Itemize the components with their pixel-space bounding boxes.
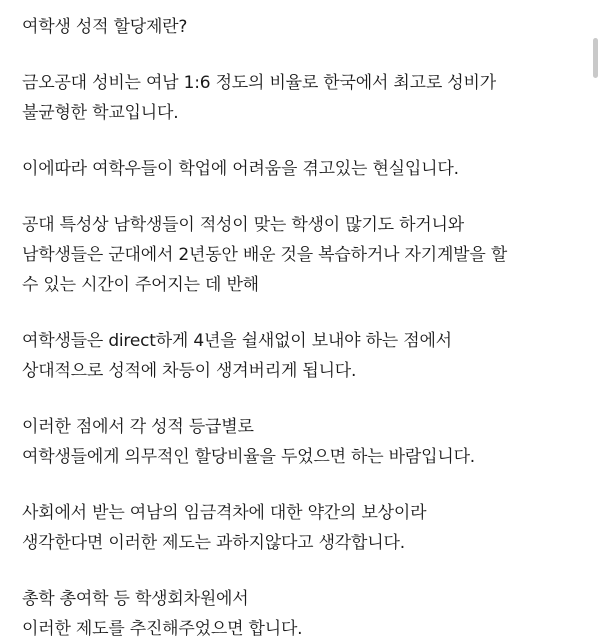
post-title: 여학생 성적 할당제란?: [22, 17, 188, 37]
paragraph-line: 여학생들은 direct하게 4년을 쉴새없이 보내야 하는 점에서: [22, 331, 452, 351]
paragraph-line: 이에따라 여학우들이 학업에 어려움을 겪고있는 현실입니다.: [22, 159, 459, 179]
paragraph-line: 공대 특성상 남학생들이 적성이 맞는 학생이 많기도 하거니와: [22, 215, 464, 235]
post-body: [22, 12, 582, 644]
paragraph-gap: [22, 42, 582, 68]
paragraph-line: 이러한 점에서 각 성적 등급별로: [22, 417, 254, 437]
paragraph-gap: [22, 184, 582, 210]
paragraph-line: 남학생들은 군대에서 2년동안 배운 것을 복습하거나 자기계발을 할: [22, 245, 508, 265]
paragraph-line: 금오공대 성비는 여남 1:6 정도의 비율로 한국에서 최고로 성비가: [22, 73, 496, 93]
paragraph-gap: [22, 300, 582, 326]
paragraph-line: 생각한다면 이러한 제도는 과하지않다고 생각합니다.: [22, 533, 405, 553]
paragraph-gap: [22, 128, 582, 154]
paragraph-line: 수 있는 시간이 주어지는 데 반해: [22, 275, 259, 295]
paragraph-gap: [22, 472, 582, 498]
paragraph-line: 사회에서 받는 여남의 임금격차에 대한 약간의 보상이라: [22, 503, 427, 523]
paragraph-gap: [22, 386, 582, 412]
paragraph-line: 이러한 제도를 추진해주었으면 합니다.: [22, 619, 303, 639]
paragraph-line: 상대적으로 성적에 차등이 생겨버리게 됩니다.: [22, 361, 357, 381]
paragraph-line: 불균형한 학교입니다.: [22, 103, 179, 123]
scrollbar-thumb[interactable]: [593, 38, 598, 78]
paragraph-line: 총학 총여학 등 학생회차원에서: [22, 589, 249, 609]
paragraph-gap: [22, 558, 582, 584]
paragraph-line: 여학생들에게 의무적인 할당비율을 두었으면 하는 바람입니다.: [22, 447, 475, 467]
scrollbar[interactable]: [590, 0, 600, 607]
